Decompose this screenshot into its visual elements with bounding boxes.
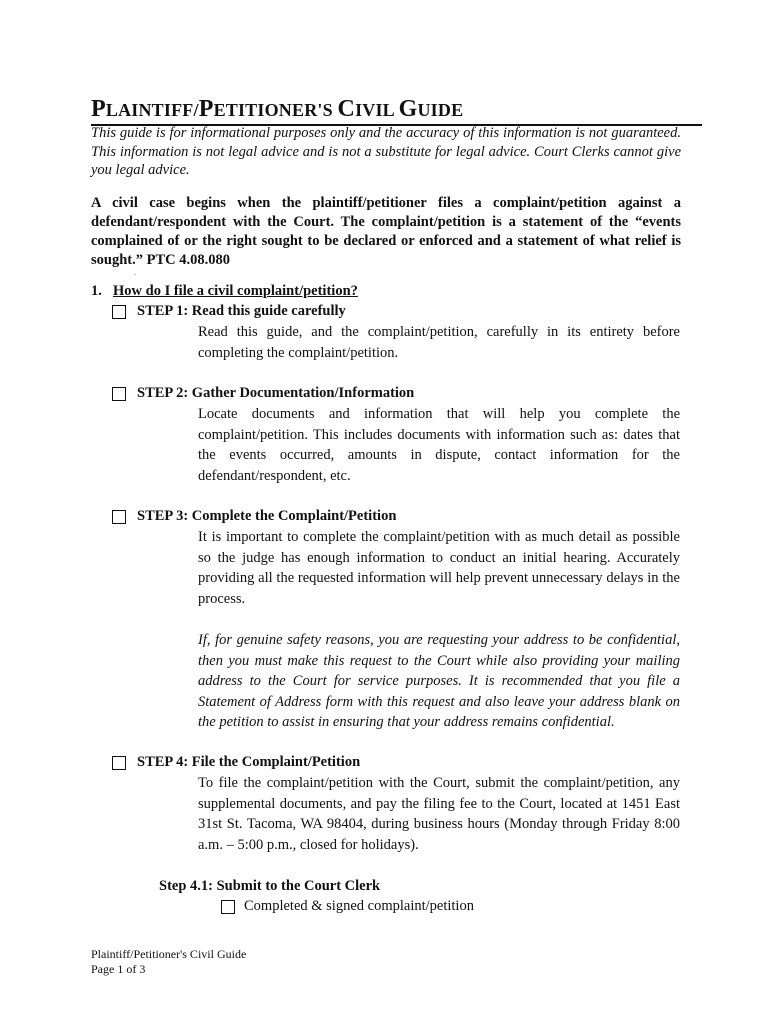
step-4-1-checkbox[interactable] [221, 900, 235, 914]
step-3-label: STEP 3: Complete the Complaint/Petition [137, 508, 397, 524]
step-4-1-item-label: Completed & signed complaint/petition [244, 898, 474, 914]
step-4-label: STEP 4: File the Complaint/Petition [137, 754, 361, 770]
step-2-checkbox[interactable] [112, 387, 126, 401]
step-1-heading [112, 302, 346, 321]
step-3-body: It is important to complete the complaint/petition with as much detail as possible so the judge has enough information to conduct an initial hearing. Accurately providing all the requested information will help prevent unnecessary delays in the process. [198, 529, 680, 607]
question-number: 1. [91, 283, 102, 299]
step-4-heading [112, 753, 360, 772]
step-1-checkbox[interactable] [112, 305, 126, 319]
stray-dot: . [134, 268, 136, 277]
question-text: How do I file a civil complaint/petition? [113, 283, 358, 299]
disclaimer: This guide is for informational purposes only and the accuracy of this information is not guaranteed. This information is not legal advice and is not a substitute for legal advice. Court Clerks cannot give you legal advice. [91, 125, 681, 178]
footer-page-number: Page 1 of 3 [91, 962, 146, 976]
step-3-heading [112, 507, 396, 526]
step-2-heading [112, 384, 414, 403]
step-2-body: Locate documents and information that will help you complete the complaint/petition. This includes documents with information such as: dates that the events occurred, amounts in dispute, contact information for the defendant/respondent, etc. [198, 406, 680, 484]
intro-paragraph: A civil case begins when the plaintiff/petitioner files a complaint/petition against a defendant/respondent with the Court. The complaint/petition is a statement of the “events complained of or the right sought to be declared or enforced and a statement of what relief is sought.” PTC 4.08.080 [91, 195, 681, 268]
step-2-label: STEP 2: Gather Documentation/Information [137, 385, 415, 401]
step-1-body: Read this guide, and the complaint/petition, carefully in its entirety before completing the complaint/petition. [198, 324, 680, 361]
step-1-label: STEP 1: Read this guide carefully [137, 303, 346, 319]
step-4-1-item [221, 897, 474, 916]
footer-doc-name: Plaintiff/Petitioner's Civil Guide [91, 947, 247, 961]
question-1 [91, 282, 358, 301]
step-4-1-heading: Step 4.1: Submit to the Court Clerk [159, 878, 381, 894]
step-4-checkbox[interactable] [112, 756, 126, 770]
step-3-confidential-note: If, for genuine safety reasons, you are requesting your address to be confidential, then you must make this request to the Court while also providing your mailing address to the Court for service purposes. It is recommended that you file a Statement of Address form with this request and also leave your address blank on the petition to assist in ensuring that your address remains confidential. [198, 632, 680, 730]
page-footer [91, 947, 246, 977]
page-title: PLAINTIFF/PETITIONER'S CIVIL GUIDE [91, 96, 702, 126]
step-4-body: To file the complaint/petition with the Court, submit the complaint/petition, any supplemental documents, and pay the filing fee to the Court, located at 1451 East 31st St. Tacoma, WA 98404, during business hours (Monday through Friday 8:00 a.m. – 5:00 p.m., closed for holidays). [198, 775, 680, 853]
step-3-checkbox[interactable] [112, 510, 126, 524]
